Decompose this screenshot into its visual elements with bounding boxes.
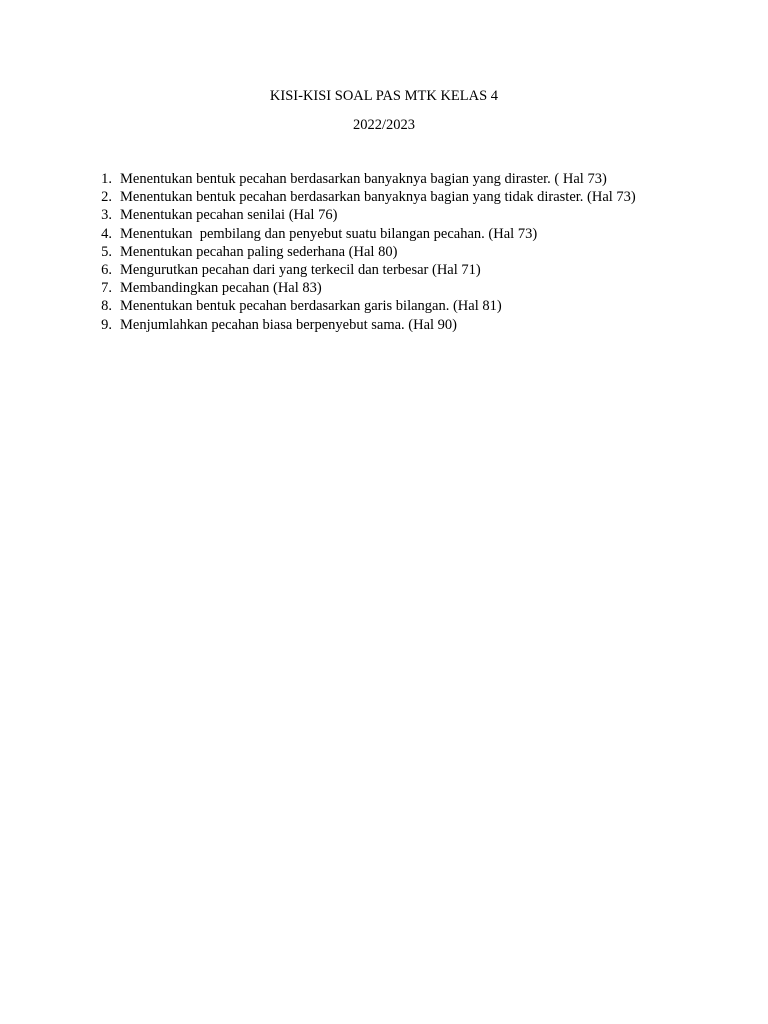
list-item-text: Membandingkan pecahan (Hal 83) bbox=[120, 280, 322, 297]
list-item-number: 8. bbox=[101, 298, 112, 315]
document-title: KISI-KISI SOAL PAS MTK KELAS 4 bbox=[269, 88, 499, 104]
list-item-number: 2. bbox=[101, 189, 112, 206]
document-year: 2022/2023 bbox=[352, 117, 416, 133]
list-item-text: Menentukan bentuk pecahan berdasarkan garis bilangan. (Hal 81) bbox=[120, 298, 502, 315]
list-item-text: Menjumlahkan pecahan biasa berpenyebut sama. (Hal 90) bbox=[120, 316, 457, 333]
list-item bbox=[84, 225, 744, 243]
list-item-text: Menentukan bentuk pecahan berdasarkan banyaknya bagian yang diraster. ( Hal 73) bbox=[120, 171, 607, 187]
list-item bbox=[84, 243, 744, 261]
list-item bbox=[84, 261, 744, 279]
list-item-number: 9. bbox=[101, 316, 112, 333]
list-item bbox=[84, 206, 744, 224]
list-item-text: Menentukan bentuk pecahan berdasarkan banyaknya bagian yang tidak diraster. (Hal 73) bbox=[120, 189, 636, 206]
list-item-number: 3. bbox=[101, 207, 112, 224]
list-item bbox=[84, 188, 744, 206]
list-item-number: 7. bbox=[101, 280, 112, 297]
list-item-text: Menentukan pecahan paling sederhana (Hal 80) bbox=[120, 243, 398, 260]
list-item bbox=[84, 316, 744, 334]
topic-list bbox=[84, 170, 744, 334]
list-item-text: Menentukan pecahan senilai (Hal 76) bbox=[120, 207, 338, 224]
list-item-number: 6. bbox=[101, 262, 112, 279]
list-item-number: 4. bbox=[101, 225, 112, 242]
list-item-text: Mengurutkan pecahan dari yang terkecil dan terbesar (Hal 71) bbox=[120, 262, 481, 279]
list-item-number: 1. bbox=[101, 171, 112, 187]
list-item bbox=[84, 279, 744, 297]
list-item bbox=[84, 297, 744, 315]
list-item-text: Menentukan pembilang dan penyebut suatu bilangan pecahan. (Hal 73) bbox=[120, 225, 538, 242]
list-item-number: 5. bbox=[101, 243, 112, 260]
list-item bbox=[84, 170, 744, 188]
